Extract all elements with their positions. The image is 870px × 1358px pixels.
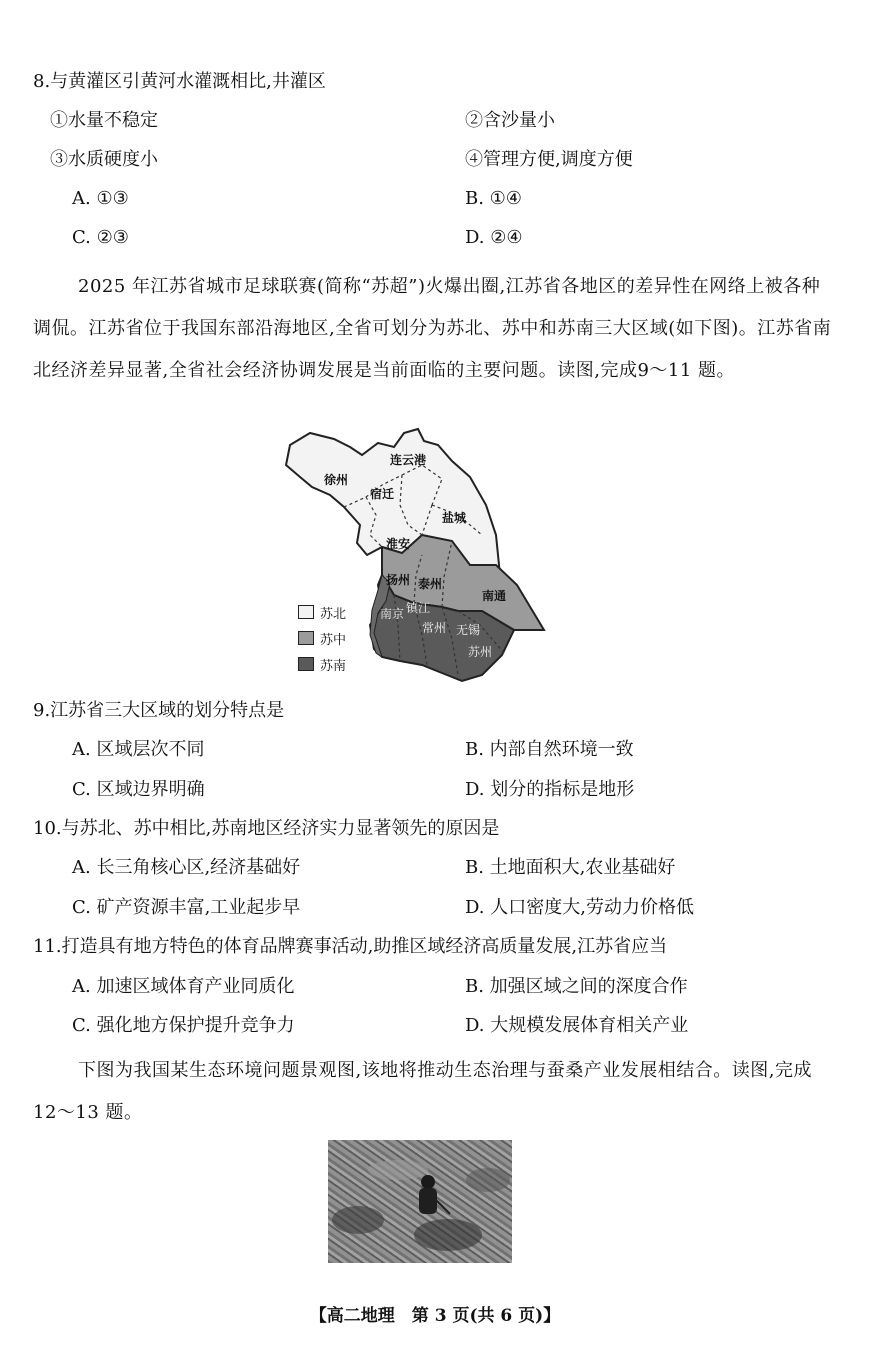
landscape-photo [328, 1140, 512, 1263]
map-label-suzhou: 苏州 [468, 645, 493, 659]
map-legend [298, 605, 346, 675]
legend-sunan [298, 657, 346, 675]
map-label-taizhou: 泰州 [418, 577, 443, 591]
q8-item-2: ②含沙量小 [465, 110, 555, 131]
q9-option-b: B. 内部自然环境一致 [465, 739, 634, 760]
map-label-changzhou: 常州 [422, 621, 447, 635]
legend-label-subei: 苏北 [320, 607, 347, 622]
q8-option-a: A. ①③ [72, 188, 129, 209]
legend-label-sunan: 苏南 [320, 659, 347, 674]
map-label-nanjing: 南京 [380, 607, 405, 621]
map-label-yancheng: 盐城 [442, 511, 467, 525]
map-label-lianyungang: 连云港 [390, 453, 427, 467]
q10-option-a: A. 长三角核心区,经济基础好 [72, 857, 301, 878]
map-label-wuxi: 无锡 [456, 623, 481, 637]
intro-paragraph-ecology: 下图为我国某生态环境问题景观图,该地将推动生态治理与蚕桑产业发展相结合。读图,完成 12～13 题。 [33, 1060, 812, 1123]
q9-option-a: A. 区域层次不同 [72, 739, 205, 760]
map-label-yangzhou: 扬州 [386, 573, 411, 587]
q8-stem: 8.与黄灌区引黄河水灌溉相比,井灌区 [33, 71, 326, 92]
q11-option-b: B. 加强区域之间的深度合作 [465, 976, 688, 997]
q8-option-d: D. ②④ [465, 227, 523, 248]
q11-option-a: A. 加速区域体育产业同质化 [72, 976, 295, 997]
photo-overlay [328, 1140, 512, 1263]
q9-option-c: C. 区域边界明确 [72, 779, 205, 800]
page-footer: 【高二地理 第 3 页(共 6 页)】 [309, 1306, 561, 1326]
q8-item-3: ③水质硬度小 [50, 149, 158, 170]
q8-item-4: ④管理方便,调度方便 [465, 149, 633, 170]
q11-option-d: D. 大规模发展体育相关产业 [465, 1015, 689, 1036]
q8-item-1: ①水量不稳定 [50, 110, 158, 131]
map-label-nantong: 南通 [482, 589, 507, 603]
legend-swatch-subei [298, 605, 314, 619]
q9-option-d: D. 划分的指标是地形 [465, 779, 635, 800]
q11-option-c: C. 强化地方保护提升竞争力 [72, 1015, 295, 1036]
q10-option-b: B. 土地面积大,农业基础好 [465, 857, 676, 878]
legend-label-suzhong: 苏中 [320, 633, 347, 648]
legend-swatch-sunan [298, 657, 314, 671]
legend-subei [298, 605, 346, 623]
intro-paragraph-jiangsu: 2025 年江苏省城市足球联赛(简称“苏超”)火爆出圈,江苏省各地区的差异性在网络上被各种调侃。江苏省位于我国东部沿海地区,全省可划分为苏北、苏中和苏南三大区域(如下图)。江苏省南北经济差异显著,全省社会经济协调发展是当前面临的主要问题。读图,完成9～11 题。 [33, 276, 832, 381]
legend-swatch-suzhong [298, 631, 314, 645]
q9-stem: 9.江苏省三大区域的划分特点是 [33, 700, 285, 721]
q11-stem: 11.打造具有地方特色的体育品牌赛事活动,助推区域经济高质量发展,江苏省应当 [33, 936, 668, 957]
map-label-huaian: 淮安 [386, 537, 411, 551]
q8-option-b: B. ①④ [465, 188, 522, 209]
legend-suzhong [298, 631, 346, 649]
q8-option-c: C. ②③ [72, 227, 129, 248]
q10-option-c: C. 矿产资源丰富,工业起步早 [72, 897, 301, 918]
map-label-suqian: 宿迁 [370, 487, 395, 501]
map-label-zhenjiang: 镇江 [406, 601, 431, 615]
q10-option-d: D. 人口密度大,劳动力价格低 [465, 897, 694, 918]
q10-stem: 10.与苏北、苏中相比,苏南地区经济实力显著领先的原因是 [33, 818, 500, 839]
map-label-xuzhou: 徐州 [324, 473, 349, 487]
